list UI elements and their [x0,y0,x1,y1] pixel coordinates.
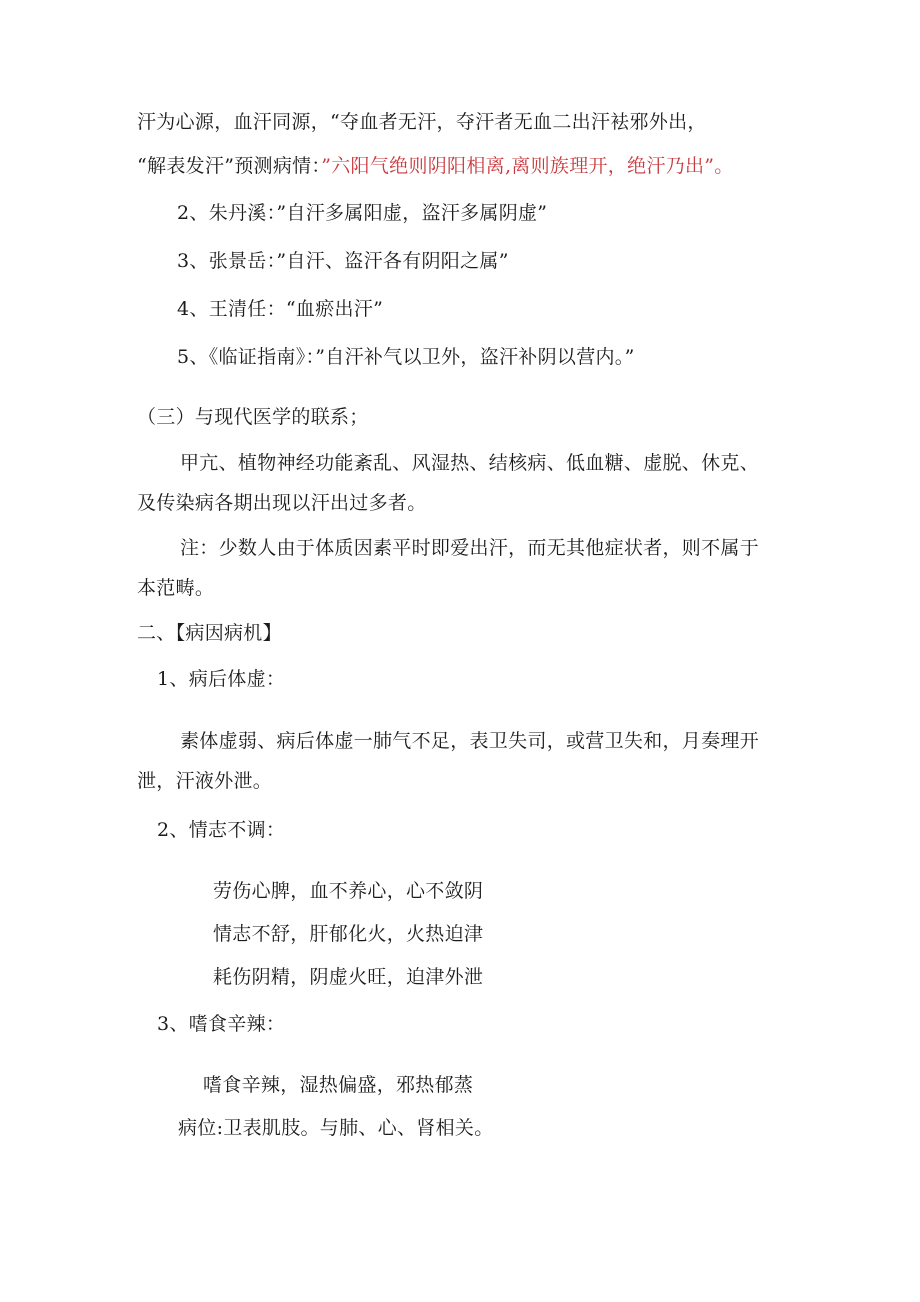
subsection-heading: 3、嗜食辛辣： [157,1013,286,1035]
verse-line: 嗜食辛辣，湿热偏盛，邪热郁蒸 [203,1074,474,1096]
paragraph-line: 病位:卫表肌肢。与肺、心、肾相关。 [178,1117,494,1139]
paragraph-line [137,154,734,178]
paragraph-line: 素体虚弱、病后体虚一肺气不足，表卫失司，或营卫失和，月奏理开 [180,730,760,752]
paragraph-line: 汗为心源，血汗同源，“夺血者无汗，夺汗者无血二出汗袪邪外出， [137,111,707,133]
section-heading: 二、【病因病机】 [137,622,282,644]
paragraph-line: 泄，汗液外泄。 [137,770,273,792]
highlighted-quote: ”六阳气绝则阴阳相离,离则族理开，绝汗乃出”。 [321,155,734,177]
list-item: 3、张景岳：”自汗、盗汗各有阴阳之属” [177,250,509,272]
note-line: 注：少数人由于体质因素平时即爱出汗，而无其他症状者，则不属于 [180,537,760,559]
verse-line: 劳伤心脾，血不养心，心不敛阴 [213,880,484,902]
subsection-heading: 2、情志不调： [157,819,286,841]
section-heading: （三）与现代医学的联系； [137,406,369,428]
paragraph-text: “解表发汗”预测病情： [137,155,322,177]
verse-line: 情志不舒，肝郁化火，火热迫津 [213,923,484,945]
note-line: 本范畴。 [137,577,215,599]
list-item: 5、《临证指南》：”自汗补气以卫外，盗汗补阴以营内。” [177,346,635,368]
verse-line: 耗伤阴精，阴虚火旺，迫津外泄 [213,966,484,988]
list-item: 2、朱丹溪：”自汗多属阳虚，盗汗多属阴虚” [177,202,548,224]
paragraph-line: 甲亢、植物神经功能紊乱、风湿热、结核病、低血糖、虚脱、休克、 [180,452,760,474]
paragraph-line: 及传染病各期出现以汗出过多者。 [137,492,427,514]
subsection-heading: 1、病后体虚： [157,668,286,690]
list-item: 4、王清任：“血瘀出汗” [177,298,384,320]
